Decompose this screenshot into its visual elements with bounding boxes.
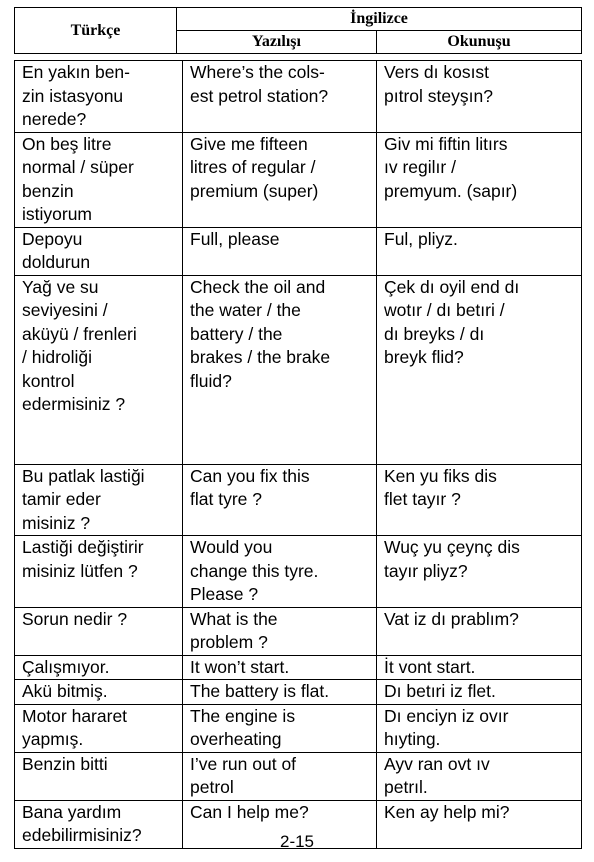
cell-written: Where’s the cols- est petrol station? — [183, 61, 377, 133]
page-number: 2-15 — [279, 832, 315, 851]
cell-pronunciation: İt vont start. — [377, 655, 582, 680]
cell-pronunciation: Giv mi fiftin litırs ıv regilır / premyum. (sapır) — [377, 132, 582, 227]
cell-turkish: Depoyu doldurun — [15, 227, 183, 275]
cell-turkish: Yağ ve su seviyesini / aküyü / frenleri / hidroliği kontrol edermisiniz ? — [15, 275, 183, 464]
header-turkish: Türkçe — [15, 8, 177, 54]
cell-written: The battery is flat. — [183, 680, 377, 705]
table-row — [15, 132, 582, 227]
cell-pronunciation: Vers dı kosıst pıtrol steyşın? — [377, 61, 582, 133]
table-row — [15, 227, 582, 275]
cell-pronunciation: Wuç yu çeynç dis tayır pliyz? — [377, 536, 582, 608]
phrase-table-body — [15, 61, 582, 849]
cell-turkish: Motor hararet yapmış. — [15, 704, 183, 752]
cell-pronunciation: Ayv ran ovt ıv petrıl. — [377, 752, 582, 800]
cell-written: Can I help me? — [183, 800, 377, 848]
cell-written: Check the oil and the water / the battery / the brakes / the brake fluid? — [183, 275, 377, 464]
table-row — [15, 464, 582, 536]
cell-pronunciation: Dı betıri iz flet. — [377, 680, 582, 705]
header-english: İngilizce — [177, 8, 582, 31]
table-row — [15, 655, 582, 680]
cell-pronunciation: Ken yu fiks dis flet tayır ? — [377, 464, 582, 536]
table-row — [15, 275, 582, 464]
table-row — [15, 61, 582, 133]
phrase-table — [14, 60, 582, 849]
cell-turkish: Benzin bitti — [15, 752, 183, 800]
cell-pronunciation: Dı enciyn iz ovır hıyting. — [377, 704, 582, 752]
cell-turkish: Bu patlak lastiği tamir eder misiniz ? — [15, 464, 183, 536]
cell-written: It won’t start. — [183, 655, 377, 680]
header-written: Yazılışı — [177, 31, 377, 54]
cell-turkish: Lastiği değiştirir misiniz lütfen ? — [15, 536, 183, 608]
cell-written: Would you change this tyre. Please ? — [183, 536, 377, 608]
header-pronunciation: Okunuşu — [377, 31, 582, 54]
cell-written: Can you fix this flat tyre ? — [183, 464, 377, 536]
cell-turkish: En yakın ben- zin istasyonu nerede? — [15, 61, 183, 133]
column-header-table — [14, 7, 582, 54]
table-row — [15, 704, 582, 752]
table-row — [15, 752, 582, 800]
cell-written: I’ve run out of petrol — [183, 752, 377, 800]
cell-turkish: Çalışmıyor. — [15, 655, 183, 680]
cell-pronunciation: Vat iz dı prablım? — [377, 607, 582, 655]
cell-turkish: On beş litre normal / süper benzin istiyorum — [15, 132, 183, 227]
cell-pronunciation: Ken ay help mi? — [377, 800, 582, 848]
cell-written: Full, please — [183, 227, 377, 275]
table-row — [15, 680, 582, 705]
cell-written: Give me fifteen litres of regular / premium (super) — [183, 132, 377, 227]
cell-turkish: Akü bitmiş. — [15, 680, 183, 705]
cell-turkish: Bana yardım edebilirmisiniz? — [15, 800, 183, 848]
table-row — [15, 536, 582, 608]
cell-pronunciation: Ful, pliyz. — [377, 227, 582, 275]
cell-written: What is the problem ? — [183, 607, 377, 655]
cell-pronunciation: Çek dı oyil end dı wotır / dı betıri / dı breyks / dı breyk flid? — [377, 275, 582, 464]
cell-written: The engine is overheating — [183, 704, 377, 752]
table-row — [15, 607, 582, 655]
cell-turkish: Sorun nedir ? — [15, 607, 183, 655]
